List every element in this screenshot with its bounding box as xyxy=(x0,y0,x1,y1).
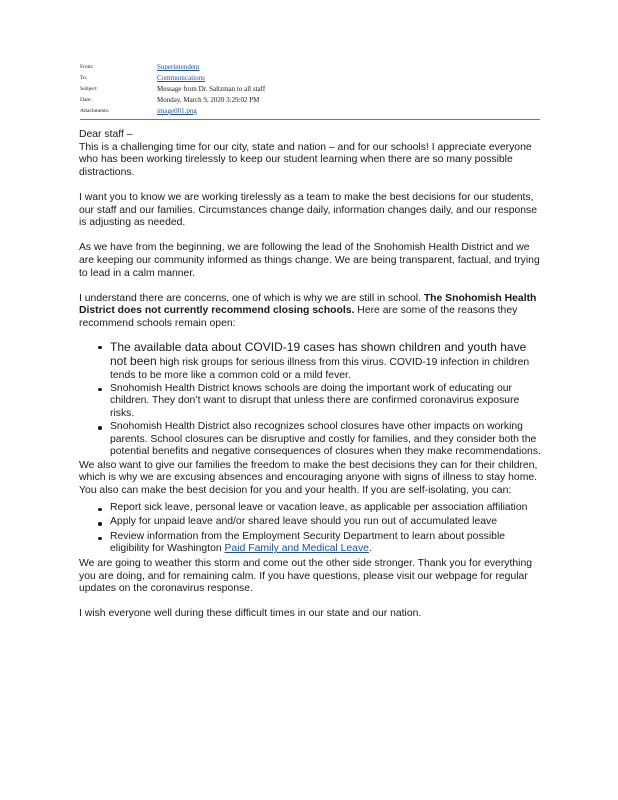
date-label: Date: xyxy=(80,97,92,103)
subject-label: Subject: xyxy=(80,86,99,92)
to-link[interactable]: Communications xyxy=(157,74,205,82)
paragraph-4-end: Here are some of the reasons they recommend schools remain open: xyxy=(79,305,518,329)
reasons-list xyxy=(79,341,541,459)
paragraph-1: This is a challenging time for our city, state and nation – and for our schools! I appreciate everyone who has been working tirelessly to keep our student learning when there are so many possible distractions. xyxy=(79,141,532,178)
options-list xyxy=(79,502,541,556)
closing-paragraph: I wish everyone well during these difficult times in our state and our nation. xyxy=(79,608,422,620)
list-item xyxy=(79,341,541,383)
from-label: From: xyxy=(80,64,94,70)
paragraph-4 xyxy=(79,293,541,331)
list-item-large-text: The available data about COVID-19 cases has shown children and youth have not been xyxy=(110,339,527,369)
paragraph-2: I want you to know we are working tirelessly as a team to make the best decisions for our students, our staff and our families. Circumstances change daily, information changes daily, and our response is adjusting as needed. xyxy=(79,191,538,229)
paragraph-4-bold: The Snohomish Health District does not currently recommend closing schools. xyxy=(79,292,537,317)
list-item xyxy=(79,531,541,556)
list-item: Apply for unpaid leave and/or shared leave should you run out of accumulated leave xyxy=(79,516,541,529)
list-item-text: high risk groups for serious illness from this virus. COVID-19 infection in children tends to be more like a common cold or a mild fever. xyxy=(110,357,530,381)
from-row xyxy=(80,62,540,73)
subject-value: Message from Dr. Saltzman to all staff xyxy=(157,85,266,93)
attachments-row xyxy=(80,106,540,117)
attachments-label: Attachments: xyxy=(80,108,110,114)
list-item: Report sick leave, personal leave or vacation leave, as applicable per association affiliation xyxy=(79,502,541,515)
date-value: Monday, March 9, 2020 3:29:02 PM xyxy=(157,96,260,104)
paragraph-3: As we have from the beginning, we are following the lead of the Snohomish Health District and we are keeping our community informed as things change. We are being transparent, factual, and trying to lead in a calm manner. xyxy=(79,242,540,279)
list-item-text: Review information from the Employment Security Department to learn about possible eligibility for Washington xyxy=(110,530,506,555)
list-item: Snohomish Health District knows schools are doing the important work of educating our children. They don’t want to disrupt that unless there are confirmed coronavirus exposure risks. xyxy=(79,383,541,421)
to-row xyxy=(80,73,540,84)
attachment-link[interactable]: image001.png xyxy=(157,107,197,115)
paragraph-5: We also want to give our families the freedom to make the best decisions they can for their children, which is why we are excusing absences and encouraging anyone with signs of illness to stay home. xyxy=(79,459,538,484)
subject-row xyxy=(80,84,540,95)
email-header xyxy=(80,62,540,117)
letter-body xyxy=(79,129,541,621)
paragraph-6: You also can make the best decision for you and your health. If you are self-isolating, you can: xyxy=(79,485,512,497)
header-divider xyxy=(80,119,540,120)
to-label: To: xyxy=(80,75,88,81)
paragraph-4-start: I understand there are concerns, one of which is why we are still in school. xyxy=(79,292,424,304)
paid-leave-link[interactable]: Paid Family and Medical Leave xyxy=(224,543,369,555)
date-row xyxy=(80,95,540,106)
list-item: Snohomish Health District also recognizes school closures have other impacts on working parents. School closures can be disruptive and costly for families, and they consider both the potential benefits and negative consequences of closures when they make recommendations. xyxy=(79,421,541,459)
salutation: Dear staff – xyxy=(79,129,133,140)
paragraph-7: We are going to weather this storm and come out the other side stronger. Thank you for everything you are doing, and for remaining calm. If you have questions, please visit our webpage for regular updates on the coronavirus response. xyxy=(79,558,533,595)
from-link[interactable]: Superintendent xyxy=(157,63,200,71)
list-item-end: . xyxy=(368,543,372,555)
